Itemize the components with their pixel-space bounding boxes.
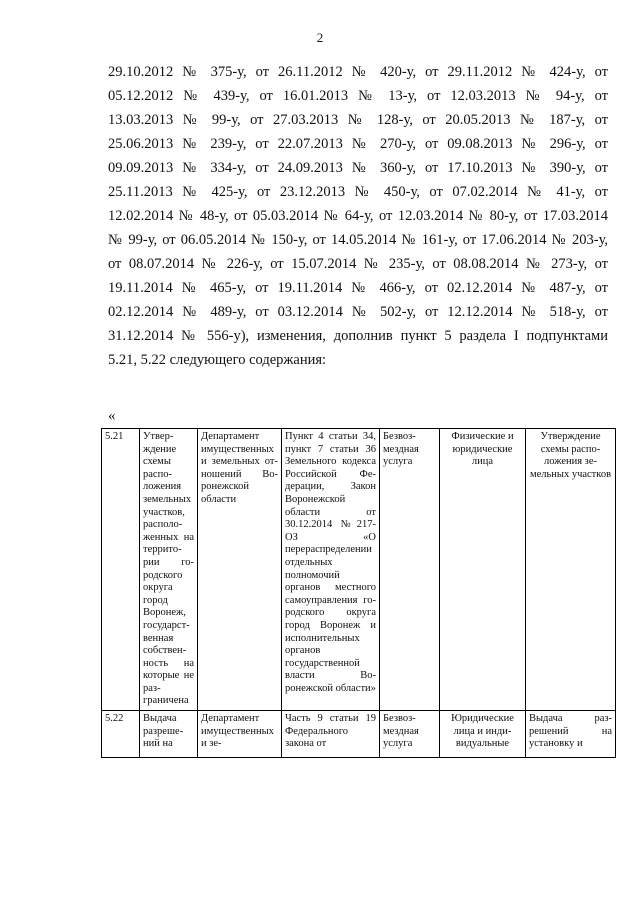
cell-payment: Безвозмездная услуга [380,429,440,711]
services-table [101,428,616,758]
body-line: 13.03.2013 № 99-у, от 27.03.2013 № 128-у, от 20.05.2013 № 187-у, от [108,112,608,128]
body-line: от 08.07.2014 № 226-у, от 15.07.2014 № 235-у, от 08.08.2014 № 273-у, от [108,256,608,272]
body-line: 31.12.2014 № 556-у), изменения, дополнив пункт 5 раздела I подпунктами [108,328,608,344]
cell-legal-basis: Пункт 4 статьи 34, пункт 7 статьи 36 Земельного кодекса Российской Федерации, Закон Воронежской области от 30.12.2014 №217-ОЗ «О перераспределении отдельных полномочий органов местного самоуправления городского округа город Воронеж и исполнительных органов государственной власти Воронежской области» [282,429,380,711]
cell-department: Департамент имущественных и земельных отношений Воронежской области [198,429,282,711]
cell-recipients: Физические и юридические лица [440,429,526,711]
cell-payment: Безвозмездная услуга [380,711,440,758]
body-text [108,60,608,372]
cell-number: 5.22 [102,711,140,758]
cell-result: Утверждение схемы расположения земельных участков [526,429,616,711]
cell-legal-basis: Часть 9 статьи 19 Федерального закона от [282,711,380,758]
body-line: 09.09.2013 № 334-у, от 24.09.2013 № 360-у, от 17.10.2013 № 390-у, от [108,160,608,176]
table-row [102,711,616,758]
opening-quote: « [108,408,116,424]
body-line: № 99-у, от 06.05.2014 № 150-у, от 14.05.2014 № 161-у, от 17.06.2014 № 203-у, [108,232,608,248]
cell-department: Департамент имущественных и зе- [198,711,282,758]
body-line: 12.02.2014 № 48-у, от 05.03.2014 № 64-у, от 12.03.2014 № 80-у, от 17.03.2014 [108,208,608,224]
page-number: 2 [316,30,324,45]
cell-service-name: Выдача разрешений на [140,711,198,758]
body-line: 25.11.2013 № 425-у, от 23.12.2013 № 450-у, от 07.02.2014 № 41-у, от [108,184,608,200]
cell-result: Выдача разрешений на установку и [526,711,616,758]
table-row [102,429,616,711]
body-line: 05.12.2012 № 439-у, от 16.01.2013 № 13-у, от 12.03.2013 № 94-у, от [108,88,608,104]
body-line: 19.11.2014 № 465-у, от 19.11.2014 № 466-у, от 02.12.2014 № 487-у, от [108,280,608,296]
cell-recipients: Юридические лица и индивидуальные [440,711,526,758]
body-line: 29.10.2012 № 375-у, от 26.11.2012 № 420-у, от 29.11.2012 № 424-у, от [108,64,608,80]
body-line: 25.06.2013 № 239-у, от 22.07.2013 № 270-у, от 09.08.2013 № 296-у, от [108,136,608,152]
cell-service-name: Утверждение схемы расположения земельных участков, расположенных на территории городского округа город Воронеж, государственная собственность на которые не разграничена [140,429,198,711]
body-line: 02.12.2014 № 489-у, от 03.12.2014 № 502-у, от 12.12.2014 № 518-у, от [108,304,608,320]
body-line: 5.21, 5.22 следующего содержания: [108,352,327,368]
cell-number: 5.21 [102,429,140,711]
